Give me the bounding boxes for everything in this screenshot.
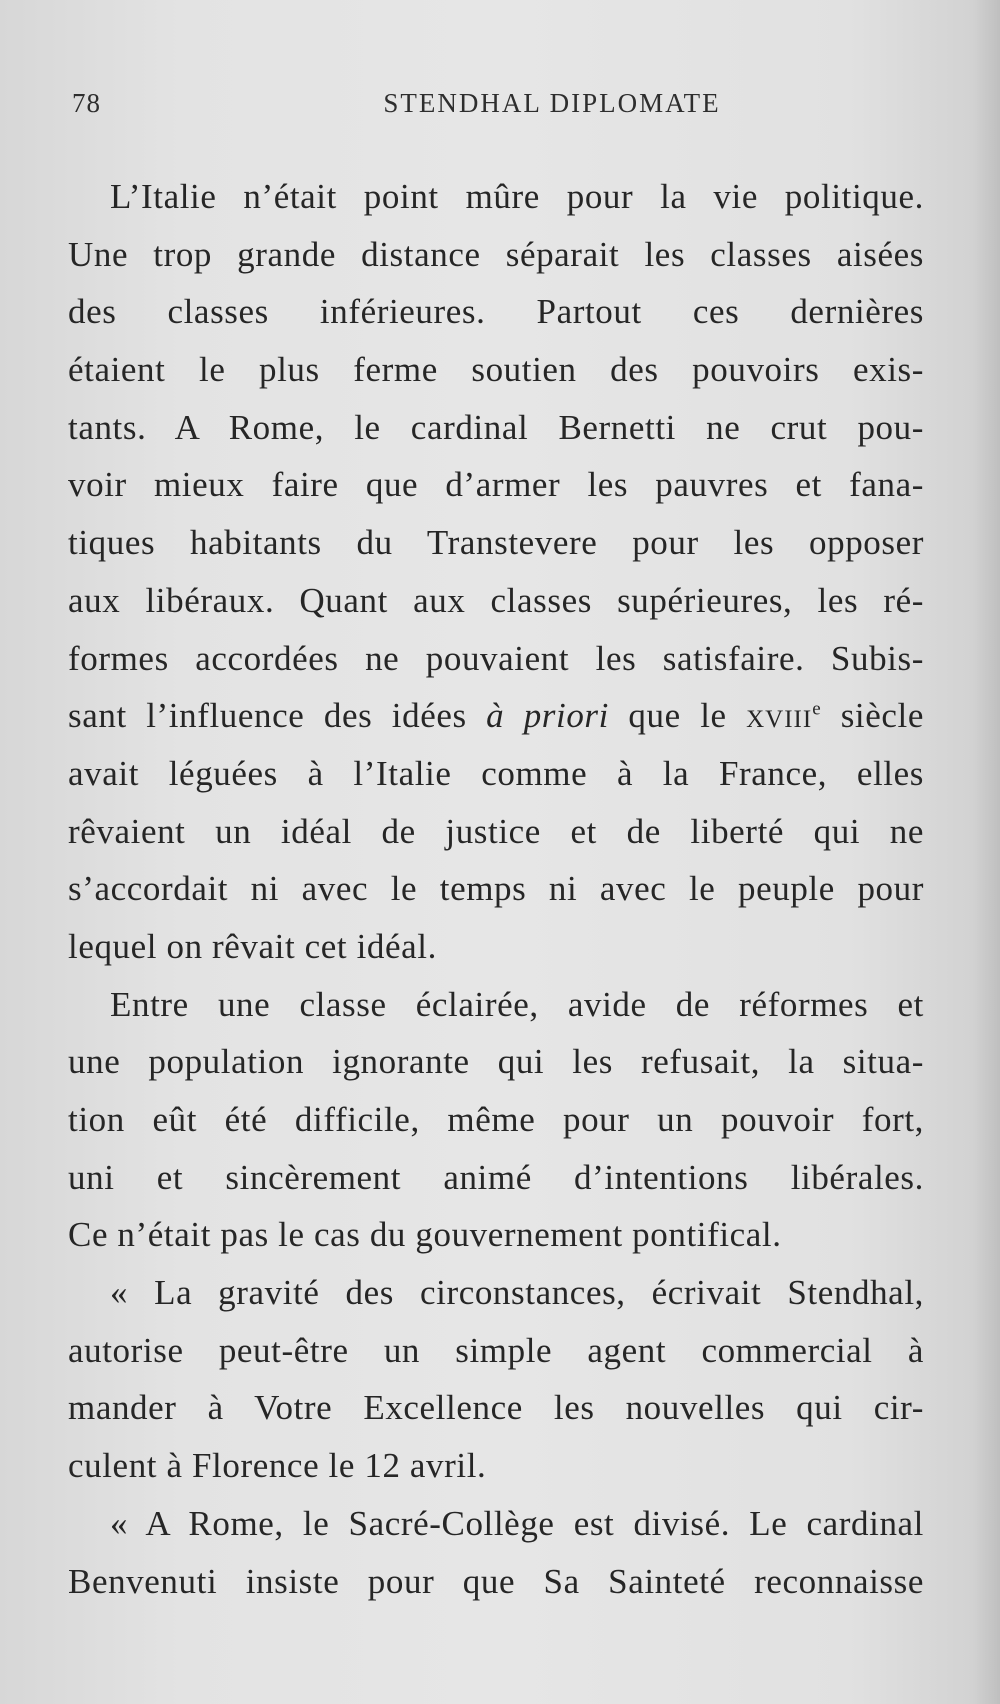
- page-header: [72, 88, 932, 128]
- superscript: e: [812, 698, 822, 720]
- text-line-mixed: [68, 687, 924, 745]
- text-run: que le: [608, 696, 747, 736]
- running-title: STENDHAL DIPLOMATE: [383, 88, 721, 118]
- italic-phrase: à priori: [486, 696, 609, 736]
- text-line: rêvaient un idéal de justice et de liberté qui ne: [68, 811, 924, 851]
- text-line: tion eût été difficile, même pour un pouvoir fort,: [68, 1100, 924, 1139]
- text-line: « La gravité des circonstances, écrivait Stendhal,: [110, 1273, 924, 1313]
- text-line: des classes inférieures. Partout ces dernières: [68, 292, 924, 332]
- text-line: formes accordées ne pouvaient les satisfaire. Subis-: [68, 638, 924, 678]
- text-line: mander à Votre Excellence les nouvelles qui cir-: [68, 1388, 924, 1428]
- text-line: lequel on rêvait cet idéal.: [68, 926, 437, 966]
- text-run: sant l’influence des idées: [68, 696, 487, 736]
- text-line: tiques habitants du Transtevere pour les opposer: [68, 523, 924, 563]
- text-line: Benvenuti insiste pour que Sa Sainteté reconnaisse: [68, 1561, 924, 1601]
- text-line: une population ignorante qui les refusait, la situa-: [68, 1042, 924, 1082]
- roman-numeral: xviii: [746, 696, 813, 736]
- body-text: [68, 168, 924, 1610]
- text-line: Entre une classe éclairée, avide de réformes et: [110, 984, 924, 1024]
- text-line: Ce n’était pas le cas du gouvernement pontifical.: [68, 1215, 782, 1255]
- text-line: aux libéraux. Quant aux classes supérieures, les ré-: [68, 580, 924, 620]
- text-line: étaient le plus ferme soutien des pouvoirs exis-: [68, 350, 924, 390]
- text-line: s’accordait ni avec le temps ni avec le peuple pour: [68, 869, 924, 909]
- text-line: voir mieux faire que d’armer les pauvres et fana-: [68, 465, 924, 505]
- text-line: uni et sincèrement animé d’intentions libérales.: [68, 1157, 924, 1197]
- page-number: 78: [72, 88, 101, 118]
- text-line: Une trop grande distance séparait les classes aisées: [68, 234, 924, 274]
- text-line: « A Rome, le Sacré-Collège est divisé. Le cardinal: [110, 1503, 924, 1543]
- text-line: tants. A Rome, le cardinal Bernetti ne crut pou-: [68, 407, 924, 447]
- text-line: L’Italie n’était point mûre pour la vie politique.: [110, 177, 924, 216]
- text-line: avait léguées à l’Italie comme à la France, elles: [68, 753, 924, 793]
- text-line: culent à Florence le 12 avril.: [68, 1446, 487, 1486]
- text-line: autorise peut-être un simple agent commercial à: [68, 1330, 924, 1370]
- page-edge-shadow: [972, 0, 1000, 1704]
- text-run: siècle: [821, 696, 924, 736]
